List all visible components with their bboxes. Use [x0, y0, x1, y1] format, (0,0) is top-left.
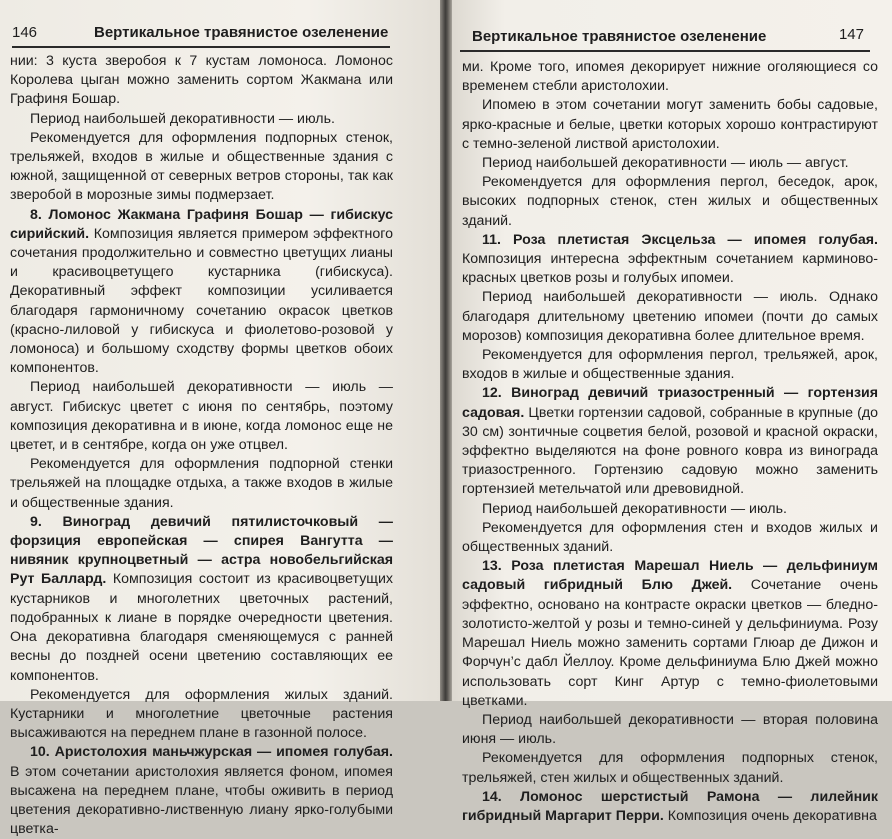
- paragraph: Период наибольшей декоративности — вторая половина июня — июль.: [462, 711, 878, 748]
- composition-heading: 10. Аристолохия маньчжурская — ипомея голубая.: [30, 744, 393, 761]
- left-page-header: [12, 22, 390, 48]
- paragraph-text: Композиция интересна эффектным сочетанием карминово-красных цветков розы и голубых ипомеи.: [462, 251, 878, 287]
- composition-heading: 13. Роза плетистая Марешал Ниель — дельфиниум садовый гибридный Блю Джей.: [462, 558, 878, 594]
- book-gutter: [440, 0, 452, 701]
- paragraph: ми. Кроме того, ипомея декорирует нижние оголяющиеся со временем стебли аристолохии.: [462, 59, 878, 95]
- right-page: [452, 0, 892, 824]
- composition-heading: 11. Роза плетистая Эксцельза — ипомея голубая.: [482, 231, 878, 248]
- paragraph: нии: 3 куста зверобоя к 7 кустам ломоноса. Ломонос Королева цыган можно заменить сортом Жакмана или Графиня Бошар.: [10, 53, 393, 108]
- left-page-number: 146: [12, 24, 38, 41]
- composition-heading: 12. Виноград девичий триазостренный — гортензия садовая.: [462, 385, 878, 421]
- paragraph: [462, 557, 878, 711]
- left-running-title: Вертикальное травянистое озеленение: [94, 24, 389, 41]
- paragraph: Период наибольшей декоративности — июль.: [30, 110, 335, 127]
- paragraph: [462, 231, 878, 289]
- right-page-body: [462, 58, 878, 826]
- paragraph: Рекомендуется для оформления пергол, трельяжей, арок, входов в жилые и общественные здания.: [462, 347, 878, 383]
- paragraph: Период наибольшей декоративности — июль.: [482, 500, 787, 517]
- paragraph: [462, 788, 878, 826]
- paragraph: Рекомендуется для оформления стен и входов жилых и общественных зданий.: [462, 519, 878, 556]
- paragraph: [10, 206, 393, 379]
- paragraph: Ипомею в этом сочетании могут заменить бобы садовые, ярко-красные и белые, цветки которых хорошо контрастируют с темно-зеленой листвой аристолохии.: [462, 97, 878, 152]
- paragraph-text: Цветки гортензии садовой, собранные в крупные (до 30 см) зонтичные соцветия белой, розовой и красной окраски, эффектно выделяются на фоне ровного ковра из винограда триазостренного. Гортензию садовую можно заменить гортензией метельчатой или древовидной.: [462, 404, 878, 498]
- paragraph: Период наибольшей декоративности — июль — август.: [482, 155, 849, 172]
- paragraph: [10, 513, 393, 686]
- composition-heading: 9. Виноград девичий пятилисточковый — форзиция европейская — спирея Вангутта — нивяник крупноцветный — астра новобельгийская Рут Баллард.: [10, 513, 393, 588]
- composition-heading: 8. Ломонос Жакмана Графиня Бошар — гибискус сирийский.: [10, 206, 393, 242]
- paragraph-text: Композиция очень декоративна: [663, 807, 877, 824]
- left-page-body: [10, 52, 393, 839]
- paragraph: Рекомендуется для оформления подпорных стенок, трельяжей, стен жилых и общественных зданий.: [462, 750, 878, 786]
- composition-heading: 14. Ломонос шерстистый Рамона — лилейник гибридный Маргарит Перри.: [462, 788, 878, 824]
- paragraph: Рекомендуется для оформления подпорных стенок, трельяжей, входов в жилые и общественные здания с южной, защищенной от северных ветров стороны, так как зверобой в морозные зимы подмерзает.: [10, 129, 393, 204]
- right-page-number: 147: [838, 26, 864, 43]
- paragraph: Рекомендуется для оформления подпорной стенки трельяжей на площадке отдыха, а также входов в жилые и общественные здания.: [10, 456, 393, 511]
- paragraph-text: В этом сочетании аристолохия является фоном, ипомея высажена на переднем плане, чтобы оживить в период цветения декоративно-лиственную лиану ярко-голубыми цветка-: [10, 763, 393, 838]
- right-running-title: Вертикальное травянистое озеленение: [472, 28, 767, 45]
- left-page: [0, 0, 440, 838]
- paragraph-text: Сочетание очень эффектно, основано на контрасте окраски цветков — бледно-золотисто-желтой у розы и темно-синей у дельфиниума. Розу Марешал Ниель можно заменить сортами Глюар де Дижон и Форчун’с дабл Йеллоу. Кроме дельфиниума Блю Джей можно использовать сорт Кинг Артур с темно-фиолетовыми цветками.: [462, 577, 878, 709]
- paragraph: [10, 743, 393, 839]
- paragraph: Рекомендуется для оформления жилых зданий. Кустарники и многолетние цветочные растения высаживаются на переднем плане в газонной полосе.: [10, 686, 393, 742]
- right-page-header: [460, 14, 870, 52]
- paragraph: Период наибольшей декоративности — июль — август. Гибискус цветет с июня по сентябрь, поэтому композиция декоративна и в июне, когда ломонос еще не цветет, и в сентябре, когда он уже отцвел.: [10, 379, 393, 454]
- paragraph: [462, 384, 878, 499]
- paragraph: Рекомендуется для оформления пергол, беседок, арок, высоких подпорных стенок, стен жилых и общественных зданий.: [462, 174, 878, 229]
- paragraph-text: Композиция является примером эффектного сочетания продолжительно и совместно цветущих лианы и красивоцветущего кустарника (гибискуса). Декоративный эффект композиции усиливается благодаря гармоничному сочетанию окрасок цветков (красно-лиловой у гибискуса и фиолетово-розовой у ломоноса) и большому сходству формы цветков обоих компонентов.: [10, 225, 393, 377]
- paragraph: Период наибольшей декоративности — июль. Однако благодаря длительному цветению ипомеи (почти до самых морозов) композиция декоративна более длительное время.: [462, 289, 878, 344]
- paragraph-text: Композиция состоит из красивоцветущих кустарников и многолетних цветочных растений, подобранных к лиане в порядке очередности цветения. Она декоративна благодаря сменяющемуся с ранней весны до поздней осени цветению составляющих ее компонентов.: [10, 571, 393, 684]
